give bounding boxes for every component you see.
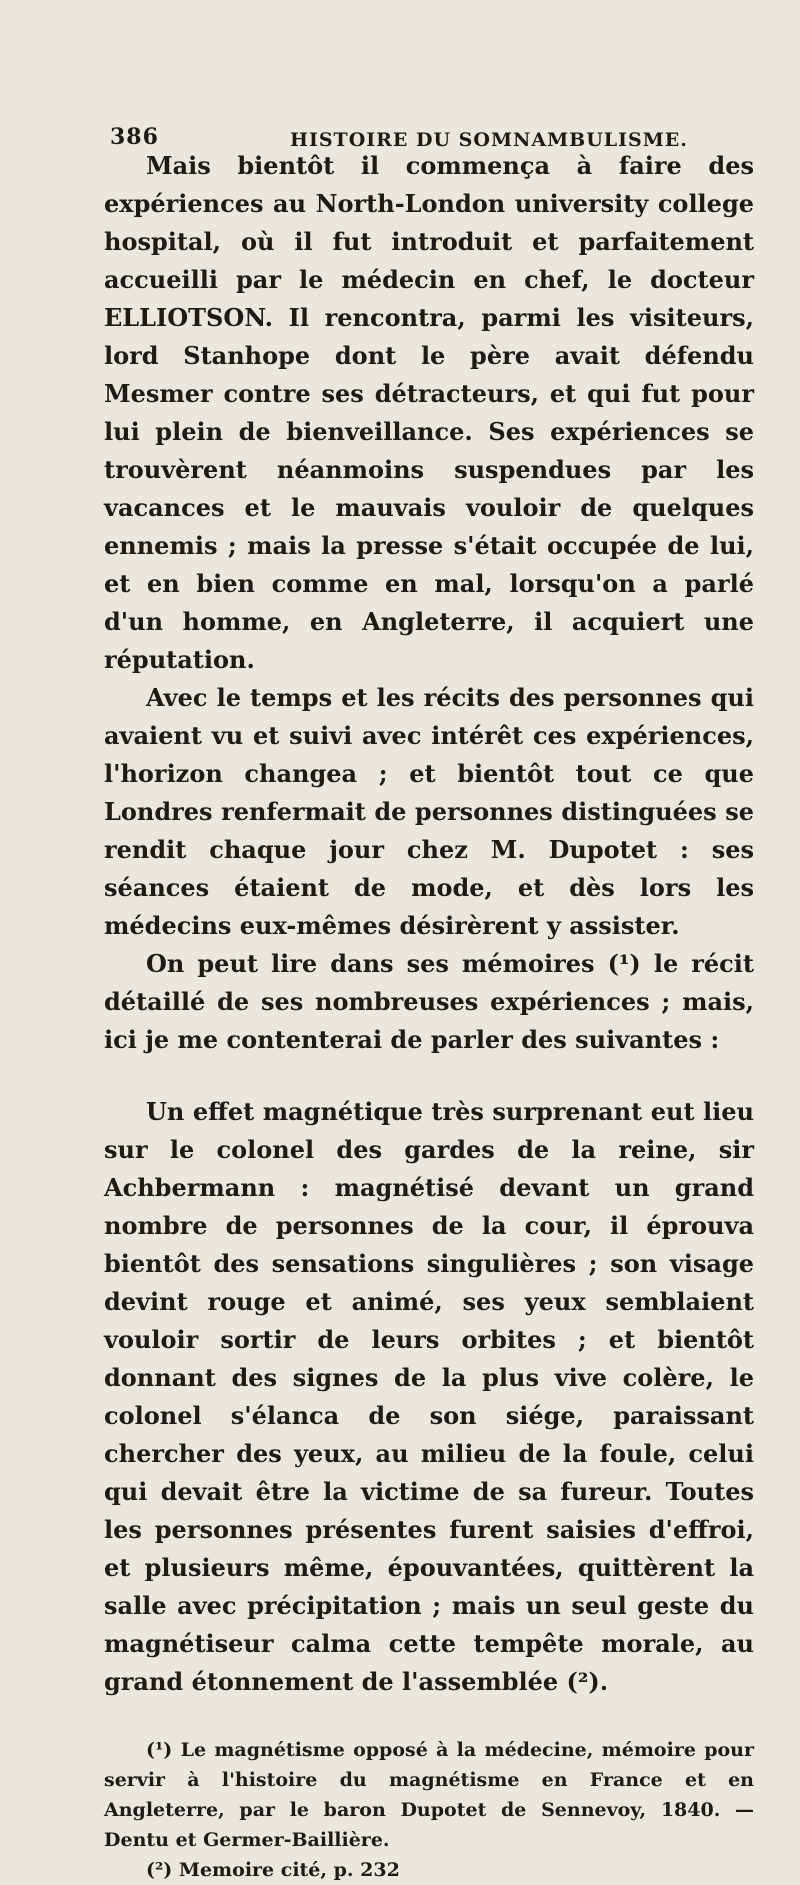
quoted-passage: Un effet magnétique très surprenant eut lieu sur le colonel des gardes de la reine, sir Achbermann : magnétisé devant un grand nombre de personnes de la cour, il éprouva bientôt des sensations singulières ; son visage devint rouge et animé, ses yeux semblaient vouloir sortir de leurs orbites ; et bientôt donnant des signes de la plus vive colère, le colonel s'élanca de son siége, paraissant chercher des yeux, au milieu de la foule, celui qui devait être la victime de sa fureur. Toutes les personnes présentes furent saisies d'effroi, et plusieurs même, épouvantées, quittèrent la salle avec précipitation ; mais un seul geste du magnétiseur calma cette tempête morale, au grand étonnement de l'assemblée (²). [104,1097,754,1696]
page-header [104,96,754,151]
footnote-2: (²) Memoire cité, p. 232 [146,1859,400,1881]
paragraph-2: Avec le temps et les récits des personnes qui avaient vu et suivi avec intérêt ces expériences, l'horizon changea ; et bientôt tout ce que Londres renfermait de personnes distinguées se rendit chaque jour chez M. Dupotet : ses séances étaient de mode, et dès lors les médecins eux-mêmes désirèrent y assister. [104,683,754,940]
body-text [104,147,754,1701]
page-number: 386 [110,124,159,150]
paragraph-1: Mais bientôt il commença à faire des expériences au North-London university college hospital, où il fut introduit et parfaitement accueilli par le médecin en chef, le docteur ELLIOTSON. Il rencontra, parmi les visiteurs, lord Stanhope dont le père avait défendu Mesmer contre ses détracteurs, et qui fut pour lui plein de bienveillance. Ses expériences se trouvèrent néanmoins suspendues par les vacances et le mauvais vouloir de quelques ennemis ; mais la presse s'était occupée de lui, et en bien comme en mal, lorsqu'on a parlé d'un homme, en Angleterre, il acquiert une réputation. [104,151,754,674]
running-title: HISTOIRE DU SOMNAMBULISME. [290,129,688,151]
paragraph-3: On peut lire dans ses mémoires (¹) le récit détaillé de ses nombreuses expériences ; mais, ici je me contenterai de parler des suivantes : [104,949,754,1054]
footnote-1: (¹) Le magnétisme opposé à la médecine, mémoire pour servir à l'histoire du magnétisme en France et en Angleterre, par le baron Dupotet de Sennevoy, 1840. — Dentu et Germer-Baillière. [104,1739,754,1851]
footnotes [104,1735,754,1885]
